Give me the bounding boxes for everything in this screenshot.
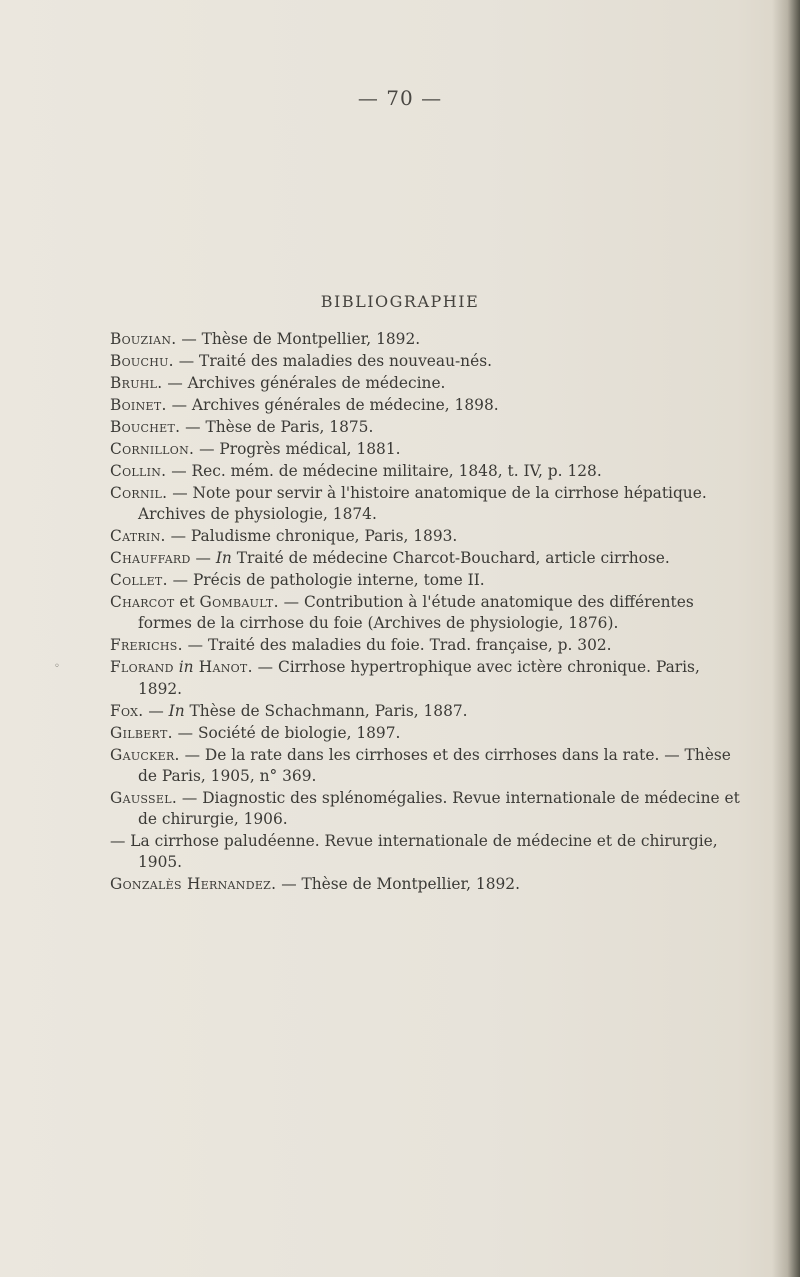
entry-author: Bouchu. [110,352,174,370]
entry-author: Bruhl. [110,374,163,392]
entry-author: Cornillon. [110,440,195,458]
entry-text: — Paludisme chronique, Paris, 1893. [165,527,458,546]
bibliography-entry [110,373,740,394]
entry-text: — Archives générales de médecine. [162,374,446,392]
entry-italic: in [178,658,194,677]
page-edge-shadow [772,0,800,1277]
entry-text: — Thèse de Montpellier, 1892. [176,330,421,348]
bibliography-entry [110,592,740,634]
entry-author: Collet. [110,571,168,590]
bibliography-entry [110,657,740,699]
bibliography-entry [110,635,740,656]
entry-text: — Archives générales de médecine, 1898. [166,396,499,414]
entry-text-continued: — Cirrhose hypertrophique avec ictère chronique. Paris, 1892. [138,658,700,698]
entry-text: — La cirrhose paludéenne. Revue internationale de médecine et de chirurgie, 1905. [110,832,718,872]
entry-text: — Diagnostic des splénomégalies. Revue internationale de médecine et de chirurgie, 1906. [138,788,740,829]
section-heading: BIBLIOGRAPHIE [320,292,480,311]
bibliography-entry [110,723,740,744]
entry-italic: In [215,549,232,568]
entry-text: — Société de biologie, 1897. [172,723,401,742]
entry-author: Charcot [110,593,175,612]
bibliography-entry [110,745,740,787]
entry-author: Bouchet. [110,418,181,436]
entry-italic: In [168,701,185,720]
bibliography-entry [110,701,740,722]
entry-author: Cornil. [110,484,168,502]
entry-text-continued: — Contribution à l'étude anatomique des différentes formes de la cirrhose du foie (Archives de physiologie, 1876). [138,593,694,633]
entry-author: Gonzalès Hernandez. [110,875,277,894]
entry-text: — Précis de pathologie interne, tome II. [167,571,485,590]
entry-author: Gilbert. [110,723,173,742]
entry-author: Fox. [110,701,144,720]
entry-author: Chauffard [110,549,191,568]
entry-text: — [190,549,216,568]
bibliography-entry [110,548,740,569]
entry-text: — Thèse de Montpellier, 1892. [276,875,520,894]
entry-text: — Rec. mém. de médecine militaire, 1848, t. IV, p. 128. [166,462,602,480]
entry-author: Catrin. [110,527,166,546]
entry-text: — Thèse de Paris, 1875. [180,418,374,436]
bibliography-entry [110,874,740,895]
entry-coauthor: Gombault. [199,593,279,612]
bibliography-entry [110,351,740,372]
bibliography-list [110,329,740,896]
entry-author: Gaucker. [110,745,180,764]
entry-author: Florand [110,658,174,677]
bibliography-entry [110,526,740,547]
entry-coauthor: Hanot. [193,658,253,677]
entry-author: Gaussel. [110,788,178,807]
margin-mark-icon: ◦ [54,661,60,672]
bibliography-entry [110,395,740,416]
bibliography-entry [110,788,740,830]
entry-text: — Progrès médical, 1881. [194,440,401,458]
bibliography-entry [110,831,740,873]
entry-text-continued: Thèse de Schachmann, Paris, 1887. [184,701,468,720]
bibliography-entry [110,417,740,438]
entry-text: — Note pour servir à l'histoire anatomique de la cirrhose hépatique. Archives de physiologie, 1874. [138,484,707,524]
entry-author: Bouzian. [110,330,177,348]
entry-text: — [143,701,169,720]
bibliography-entry [110,439,740,460]
entry-author: Boinet. [110,396,167,414]
bibliography-entry [110,483,740,525]
entry-author: Frerichs. [110,636,183,655]
entry-text: — Traité des maladies du foie. Trad. française, p. 302. [182,636,612,655]
entry-text: et [174,593,200,612]
entry-text: — De la rate dans les cirrhoses et des cirrhoses dans la rate. — Thèse de Paris, 1905, n° 369. [138,745,731,785]
bibliography-entry [110,329,740,350]
bibliography-entry [110,461,740,482]
entry-text-continued: Traité de médecine Charcot-Bouchard, article cirrhose. [231,549,670,568]
entry-author: Collin. [110,462,167,480]
bibliography-entry [110,570,740,591]
entry-text: — Traité des maladies des nouveau-nés. [173,352,492,370]
page-number: — 70 — [357,86,443,110]
